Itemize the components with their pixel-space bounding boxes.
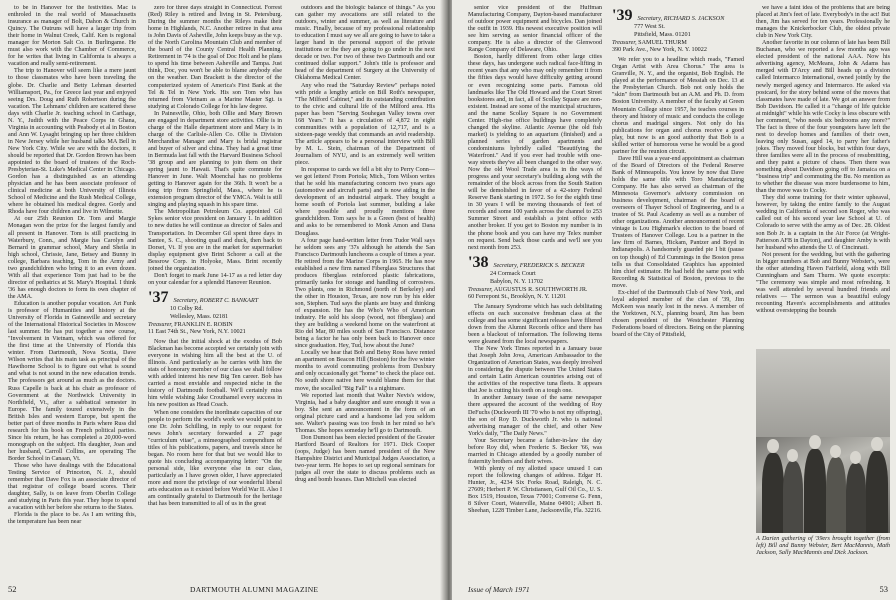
issue-date: Issue of March 1971 xyxy=(468,585,530,594)
photo-caption: A Darien gathering of '39ers brought together (from left) Bill and Bunny Webster, Bert MacMannis, Math Jackson, Sally MacMannis and Dick Jackson. xyxy=(756,536,890,557)
secretary-title: Secretary, xyxy=(637,15,663,22)
left-column-2 xyxy=(148,5,282,571)
paragraph: Those who have dealings with the Educational Testing Service of Princeton, N. J., should remember that Dave Fox is an associate director of that registrar of college board scores. Their daughter, Sally, is on leave from Oberlin College and studying in Paris this year. They hope to spend a vacation with her before she returns to the States. xyxy=(8,463,136,512)
treasurer-name: SAMUEL THURM xyxy=(638,40,687,47)
right-column-2-body xyxy=(612,57,744,339)
paragraph: In another January issue of the same newspaper there appeared the account of the wedding of Roy DeFuchs (Duckworth III '70 who is not my offspring), the son of Roy D. Duckworth Jr. who is national advertising manager of the chief, and other New York's daily, "The Daily News." xyxy=(468,395,602,437)
secretary-address-1: 24 Cormack Court xyxy=(490,270,536,277)
paragraph: to be in Hanover for the festivities. Mac is enthroled in the real world of Massachusetts insurance as manager of Bolt, Dahon & Church in Quincy. The Outruns will have a larger trip from their home in Walnut Creek, Calif. Ken is regional manager for Morton Salt Co. in Burlingame. He must also work with the Chamber of Commerce, for he writes that living in California is always a vacation and really semi-retirement. xyxy=(8,5,136,68)
paragraph: Florida is the place to be. As I am writing this, the temperature has been near xyxy=(8,512,136,526)
paragraph: We reported last month that Walter Nevis's widow, Virginia, had a baby daughter and sure enough it was a boy. She sent an announcement in the form of an original picture card and a handsome lad you seldom see. Walter's passing was too fresh in her mind so he's Thomas. She hopes someday he'll go to Dartmouth. xyxy=(295,392,435,434)
right-column-2 xyxy=(612,5,744,571)
left-column-2-after xyxy=(148,339,282,508)
secretary-name: FREDERICK S. BECKER xyxy=(519,261,585,269)
magazine-title: DARTMOUTH ALUMNI MAGAZINE xyxy=(190,585,319,594)
paragraph: Education is another popular vocation. Art Funk is professor of Humanities and history at the University of Florida in Gainesville and secretary of the International Historical Societies in Moscow last summer. He has put together a new course, "Involvement in Vietnam, which was offered for the first time at the University of Florida this winter. From Dartmouth, Nova Scotia, Dave Wilson writes that his main task as principal of the Hawthorne School is to figure out what is sound and what is not sound in the new education trends. The professors get around as much as the doctors. Russ Capelle is back at his chair as professor of Government at the Northwick University in Northfield, Vt., after a sabbatical semester in Europe. The family toured extensively in the British Isles and western Europe, but spent the better part of three months in Paris where Russ did research for his book on French political parties. Since his return, he has completed a 20,000-word monograph on the subject. His daughter, Joan and her husband, Carroll Collins, are operating The Border School in Canaan, Vt. xyxy=(8,300,136,462)
paragraph: A four page hand-written letter from Tudor Wall says he seldom sees any '37s although he attends the San Francisco Dartmouth luncheons a couple of times a year. He retired from the Marine Corps in 1965. He has now established a new firm named Fiberglass Structures that produces fiberglass reinforced plastic fabrications, primarily tanks for storage and handling of corrosives. Two plants, one in Richmond (north of Berkeley) and the other in Houston, Texas, are now run by his elder son, Stephen. Tud says the plants are busy and thinking of expansion. He has the Who's Who of American industry. He sold his sloop (wood, not fiberglass) and they are building a weekend home on the waterfront at Rio del Mar, 80 miles south of San Francisco. Distance being a factor he has only been back to Hanover once since graduation. Hey, Tud, how about the June? xyxy=(295,237,435,350)
left-column-1 xyxy=(8,5,136,571)
class-year: '38 xyxy=(468,253,489,271)
right-column-1 xyxy=(468,5,602,571)
left-column-2-body xyxy=(148,5,282,287)
paragraph: The trip to Hanover will seem like a mere jaunt to those classmates who have been traveling the globe. Dr. Charlie and Betty Lehman deserted Williamsport, Pa., for Greece last year and enjoyed seeing Drs. Doug and Ruth Robertson during the vacation. The Lehmans' children are scattered these days with Charlie Jr. teaching school in Carthage, N. Y., Judith with the Peace Corps in Ghana, Virginia in accounting with Peabody et al in Boston and Ann W. Lysaght bringing up her three children in New Jersey while her husband talks MA Bell in New York City. While we are with the doctors, it should be reported that Dr. Gordon Brown has been appointed to the board of trustees of the Roch-Presbyterian-St. Luke's Medical Center in Chicago. Gordon has a distinguished as an attending physician and he has been associate professor of clinical medicine at both University of Illinois School of Medicine and the Rush Medical College, where he obtained his medical degree. Gordy and Rhoda have four children and live in Wilmette. xyxy=(8,68,136,216)
secretary-name: ROBERT C. BANKART xyxy=(199,296,259,304)
right-column-3 xyxy=(756,5,890,345)
secretary-address-2: Pittsfield, Mass. 01201 xyxy=(634,32,691,39)
right-column-1-after xyxy=(468,304,602,515)
paragraph: zero for three days straight in Connecticut. Forrest (Red) Riley is retired and living in St. Petersburg. During the summer months the Rileys make their home in Highlands, N.C. Another retiree in that area is John Davis of Asheville, John keeps busy as the v.p. of the North Carolina Mountain Club and member of the board of the County Central Health Planning. Retirement in '74 is the goal of Doc Holt and he plans to spend his time between Asheville and Tampa. Just think, Doc, you won't be able to blame anybody else on the weather. Dan Brackett is the director of the computerized system of America's First Bank at the Tel & Tel in New York. His son Tom who has returned from Vietnam as a Marine Master Sgt. is studying at Colorado College for his law degree. xyxy=(148,5,282,110)
paragraph: They did some training for their winter upheaval, however, by taking the entire family to the August wedding in California of second son Roger, who was called out of his second year law School at U. of Colorado to serve with the army as of Dec. 28. Oldest son Bob Jr. is a captain in the Air Force (at Wright-Patterson AFB in Dayton), and daughter Amby is with her husband who attends the U. of Cincinnati. xyxy=(756,195,890,251)
paragraph: When one considers the inordinate capacities of our people to perform the world's work we would point to one Dr. John Schilling, in reply to our request for news John's secretary forwarded a 27 page "curriculum vitae", a mimeographed compendium of titles of his publications, papers, and travels since he began. No room here for that but we would like to quote his concluding accompanying letter: "On the personal side, like everyone else in our class, particularly as I have grown older, I have appreciated more and more the privilege of our wonderful liberal arts education as it existed before World War II. Also I am continually grateful to Dartmouth for the heritage that has been transmitted to all of us in the great xyxy=(148,409,282,508)
secretary-title: Secretary, xyxy=(493,261,519,269)
treasurer-address: 11 East 74th St., New York, N.Y. 10021 xyxy=(148,329,246,336)
class-photo xyxy=(756,349,890,533)
class-section-38-header xyxy=(468,255,602,270)
left-column-3 xyxy=(295,5,435,571)
paragraph: Don't forget to mark June 14-17 as a red letter day on your calendar for a splendid Hanover Reunion. xyxy=(148,272,282,286)
paragraph: Don Dumont has been elected president of the Greater Hartford Board of Realtors for 1971. Dick Cooper (oops, Judge) has been named president of the New Hampshire District and Municipal Judges Association, a two-year term. He hopes to set up regional seminars for judges all over the state to discuss problems such as drug and bomb hoaxes. Dan Mitchell was elected xyxy=(295,434,435,484)
paragraph: The January Syndrome which has such debilitating effects on each successive freshman class at the college and has some significant releases have filtered down from the Alumni Records office and there has been a blackout of information. The following items were gleaned from the local newspapers. xyxy=(468,303,602,346)
class-year: '37 xyxy=(148,288,169,306)
paragraph: senior vice president of the Huffman Manufacturing Company, Dayton-based manufacturer of outdoor power equipment and bicycles. Dan joined the outfit in 1939. His newest executive position will see him serving as senior financial officer of the company. He is also a director of the Glenwood Range Company of Delaware, Ohio. xyxy=(468,5,602,54)
left-page xyxy=(0,0,444,600)
treasurer-line xyxy=(612,40,744,54)
paragraph: Boston, hardly different from other large cities these days, has undergone such radical face-lifting in recent years that any who may only remember it from the fifties days would have difficulty getting around or even recognizing some parts. Famous old landmarks like The Old Howard and the Court Street bookstores and, in fact, all of Scollay Square are non-existent. Instead are some of the municipal structures, and the name Scollay Square is no Government Center. High-rise office buildings have completely changed the skyline. Atlantic Avenue (the old fish market) is yielding to an aquarium (finished) and a planned series of garden apartments and condominiums hybridly called "Beautifying the Waterfront." And if you ever had trouble with one-way streets they've all been changed to the other way. Now the old Wool Trade area is in the ways of progress and your secretary's building along with the remainder of the block across from the South Station will be demolished in favor of a 42-story Federal Reserve Bank starting in 1972. So for the eighth time in 30 years I will be moving thousands of feet of records and some 100 yards across the channel to 253 Summer Street and establish a joint office with another broker. If you get to Boston my number is in the phone book and you can have my Telex number on request. Send back those cards and we'll see you next month from 253. xyxy=(468,54,602,251)
right-column-1-body xyxy=(468,5,602,252)
secretary-address-1: 10 Colby Rd. xyxy=(170,305,203,312)
class-section-37-header xyxy=(148,290,282,305)
secretary-address-2: Wellesley, Mass. 02181 xyxy=(170,313,229,320)
paragraph: The New York Times reported in a January issue that Joseph John Jova, American Ambassador to the Organization of American States, was deeply involved in considering the dispute between The United States and certain Latin American countries arising out of the activities of the respective tuna fleets. It appears that Joe is cutting his teeth on a tough one. xyxy=(468,346,602,395)
paragraph: We refer you to a headline which reads, "Famed Organ Artist with Area Chorus." The area is Granville, N. Y., and the organist, Bob English. He played at the performance of Messiah on Dec. 13 at the Presbyterian Church. Bob not only holds the "skin" from Dartmouth but an A.M. and Ph. D. from Boston University. A member of the faculty at Green Mountain College since 1957, he teaches courses in theory and history of music and conducts the college chorus and madrigal singers. Not only do his publications for organ and chorus receive a good play, but now is an good authority that Bob is a skilled writer of humorous verse he would be a good partner for the reunion circuit. xyxy=(612,57,744,155)
paragraph: we have a faint idea of the problems that are being placed at Jim's feet of late. Everybody's in the act! But then, Jim has served for ten years. Professionally he manages the Knickerbocker Club, the oldest private club in New York City. xyxy=(756,5,890,40)
treasurer-title: Treasurer, xyxy=(148,321,173,328)
class-section-39-header xyxy=(612,8,744,23)
treasurer-line xyxy=(148,322,282,336)
paragraph: Another favorite in our column of late has been Bill Buchanan, who we reported a few months ago was elected president of the national AAA. Now his advertising agency, McMeans, John & Adams has merged with D'Arcy and Bill heads up a division called Intermarco International, owned jointly by the newly merged agency and Intermarco. He asked via postcard, for the story behind some of the moves that classmates have made of late. We got an answer from Bob Davidson. He called it a "change of life quickie at midnight" while his wife Cocky is less obscure with her comment, "who needs six bedrooms any more?" The fact is three of the four youngsters have left the nest to develop homes and families of their own, leaving only Susan, aged 14, to parry her father's jokes. They moved four blocks, but within four days, three families were all in the process of resubmitting, and they paint a picture of chaos. Then there was something about Davidson going off to Jamaica on a "business trip" and commuting the Bu. No mention as to whether the disease was more burdensome to him, than the move was to Cocky. xyxy=(756,40,890,195)
paragraph: Now that the initial shock at the exodus of Bob Blackman has become accepted we certainly join with everyone in wishing him all the best at the U. of Illinois. And particularly as he carries with him the stats of honorary member of our class we shall follow with added interest his new Big Ten career. Bob has carried a most enviable and respected niche in the history of Dartmouth football. We'll certainly miss him while wishing Jake Crouthamel every success in his new position as Head Coach. xyxy=(148,339,282,409)
secretary-title: Secretary, xyxy=(173,296,199,304)
paragraph: In Painesville, Ohio, both Ollie and Mary Brown are engaged in department store activities. Ollie is in charge of the Halle department store and Mary is in charge of the Carlisle-Allen Co. Ollie is Division Merchandise Manager and Mary is bridal registrar and buyer of silver and china. They had a great time in Bermuda last fall with the Harvard Business School '38 group and are planning to join them on their spring jaunt to Hawaii. That's quite commute for Hanover in June. Walt Moenchal has no problems getting to Hanover again for the 36th. It won't be a long trip from Springfield, Mass., where he is extension program director of the YMCA. Walt is still singing and playing squash in his spare time. xyxy=(148,110,282,209)
paragraph: At our 25th Reunion Dr. Tom and Margie Monagan won the prize for the largest family and all present in Hanover. Tom is still practicing in Waterbury, Conn., and Margie has Carolyn and Bernard in grammar school, Mary and Sheila in high school, Chrissie, Jane, Betsey and Bunny in college, Barbara teaching, Tom in the Army and two grandchildren who bring it to an even dozen. With all that experience Tom just had to be the director of pediatrics at St. Mary's Hospital. I think '36 has enough doctors to form its own chapter of the AMA. xyxy=(8,216,136,300)
treasurer-name: AUGUSTUS R. SOUTHWORTH JR. xyxy=(493,286,588,293)
paragraph: Ex-chief of the Dartmouth Club of New York, and loyal adopted member of the clan of '39, Jim McKeen was nearly lost in the news. A member of the Yorktown, N.Y., planning board, Jim has been chosen president of the Westchester Planning Federations board of directors. Being on the planning board of the City of Pittsfield, xyxy=(612,289,744,339)
paragraph: Dave Hill was a year-end appointment as chairman of the Board of Directors of the Federal Reserve Bank of Minneapolis. You know by now that Dave holds the same title with Toro Manufacturing Company. He has also served as chairman of the Minnesota Governor's advisory commission on business development, chairman of the board of overseers of Thayer School of Engineering, and is a trustee of St. Paul Academy as well as a number of other organizations. Another announcement of recent vintage is Lou Highmark's election to the board of Trustees of Hanover College. Lou is a partner in the law firm of Barnes, Hickam, Pantzer and Boyd in Indianapolis. A handsomely guarded pie I bit (pause on top though) of Ed Cummings in the Boston press tells us that Consolidated Graphics has appointed him chief estimator. He had held the same post with Recording & Statistical of Boston, previous to the move. xyxy=(612,155,744,289)
treasurer-title: Treasurer, xyxy=(468,286,493,293)
paragraph: outdoors and the biologic balance of things." As you can gather my avocations are still related to the outdoors, winter and summer, as well as literature and music. Finally, because of my professional relationship to education I must say we all are going to have to take a larger hand in the personal support of the private institutions or the they are going to go under in the next decade or two. For two of these two Dartmouth and our continued dollar support." John's title is professor and head of the department of Surgery at the University of Oklahoma Medical Center. xyxy=(295,5,435,82)
treasurer-address: 390 Park Ave., New York, N. Y. 10022 xyxy=(612,47,707,54)
paragraph: Not present for the wedding, but with the gathering in bigger numbers at Bob and Bunny Webster's, were the other attending Haven Fairfield, along with Bill Cunningham and Sam Thurm. We quote excerpts: "The ceremony was simple and most refreshing. It was well attended by several hundred friends and relatives — The sermon was a beautiful eulogy recounting Haven's accomplishments and attitudes without overstepping the bounds xyxy=(756,251,890,315)
paragraph: Your Secretary became a father-in-law the day before Roy did, when Frederic S. Becker '66, was married in Chicago attended by a goodly number of fraternity brothers and their wives. xyxy=(468,437,602,465)
paragraph: In response to cards we fell a bit shy to Perry Conn—we got letters! From Portola; Mich., Tom Wilson writes that he sold his manufacturing concern two years ago (automotive and aircraft parts) and is now aiding in the development of an industrial airpark. They bought a home south of Portola last summer, building a lake where possible and proudly mentions three grandchildren. Tom says he is a Green (best of health) and asks to be remembered to Monk Amon and Dana Douglass. xyxy=(295,167,435,237)
treasurer-name: FRANKLIN E. ROBIN xyxy=(174,321,233,328)
paragraph: The Metropolitan Petroleum Co. appointed Gil Sykes senior vice president on January 1. In addition to new duties he will continue as director of Sales and Transportation. In December Gil spent three days in Santee, S. C., shooting quail and duck, then back to Dorset, Vt. If you are in the market for supermarket display equipment give Brint Schorer a call at the Bessrow Corp. in Holyoke, Mass. Brint recently joined the organization. xyxy=(148,209,282,272)
treasurer-title: Treasurer, xyxy=(612,40,637,47)
secretary-name: RICHARD S. JACKSON xyxy=(663,15,725,22)
right-page xyxy=(452,0,896,600)
treasurer-address: 60 Ferrepont St., Brooklyn, N. Y. 11201 xyxy=(468,293,567,300)
paragraph: With plenty of my allotted space unused I can report the following changes of address. Edgar H. Hunter, Jr., 4234 Six Forks Road, Raleigh, N. C. 27609; Herbert P. W. Christiansen, Gulf Oil Co., U. S. Box 1519, Houston, Texas 77001; Converse G. Fenn, 8 Silver Court, Waterville, Maine 04901; Albert B. Sheehan, 1228 Timber Lane, Jacksonville, Fla. 32216. xyxy=(468,465,602,515)
page-number-left: 52 xyxy=(8,584,17,594)
secretary-address-2: Babylon, N. Y. 11702 xyxy=(490,278,543,285)
page-number-right: 53 xyxy=(879,584,888,594)
paragraph: Locally we hear that Bob and Betsy Ross have rented an apartment on Beacon Hill (Boston) for the five winter months to avoid commuting problems from Duxbury and only occasionally get "home" to check the place out. No south shore native here would blame them for that move, the socalled "Big Fall" is a nightmare. xyxy=(295,350,435,392)
class-year: '39 xyxy=(612,7,633,24)
treasurer-line xyxy=(468,287,602,301)
secretary-address-1: 777 West St. xyxy=(634,24,665,30)
paragraph: Any who read the "Saturday Review" perhaps noted with pride a lengthy article on Bill Roth's newspaper, "The Milford Cabinet," and its outstanding contribution to the civic and cultural life of the Milford area. His paper has been "Serving Souhegan Valley towns over 168 Years." It has a circulation of 4,872 in eight communities with a population of 12,717, and is a sixteen-page weekly that commands an avid readership. The article appears to be a personal interview with Bill by M. L. Stein, chairman of the Department of Journalism of NYU, and is an extremely well written piece. xyxy=(295,82,435,167)
